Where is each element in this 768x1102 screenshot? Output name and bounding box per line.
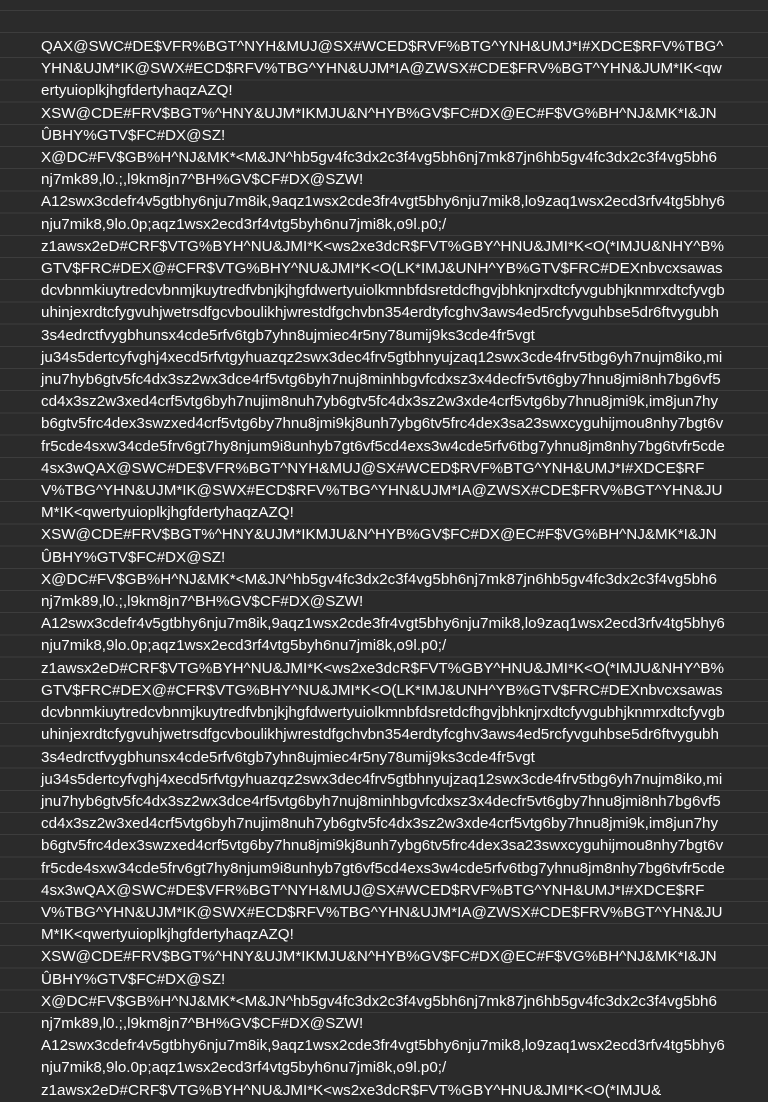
note-body-text[interactable]: QAX@SWC#DE$VFR%BGT^NYH&MUJ@SX#WCED$RVF%BTG^YNH&UMJ*I#XDCE$RFV%TBG^YHN&UJM*IK@SWX#ECD$RFV%TBG^YHN&UJM*IA@ZWSX#CDE$FRV%BGT^YHN&JUM*IK<qwertyuioplkjhgfdertyhaqzAZQ! XSW@CDE#FRV$BGT%^HNY&UJM*IKMJU&N^HYB%GV$FC#DX@EC#F$VG%BH^NJ&MK*I&JNÛBHY%GTV$FC#DX@SZ! X@DC#FV$GB%H^NJ&MK*<M&JN^hb5gv4fc3dx2c3f4vg5bh6nj7mk87jn6hb5gv4fc3dx2c3f4vg5bh6nj7mk89,l0.;,l9km8jn7^BH%GV$CF#DX@SZW! A12swx3cdefr4v5gtbhy6nju7m8ik,9aqz1wsx2cde3fr4vgt5bhy6nju7mik8,lo9zaq1wsx2ecd3rfv4tg5bhy6nju7mik8,9lo.0p;aqz1wsx2ecd3rf4vtg5byh6nu7jmi8k,o9l.p0;/ z1awsx2eD#CRF$VTG%BYH^NU&JMI*K<ws2xe3dcR$FVT%GBY^HNU&JMI*K<O(*IMJU&NHY^B%GTV$FRC#DEX@#CFR$VTG%BHY^NU&JMI*K<O(LK*IMJ&UNH^YB%GTV$FRC#DEXnbvcxsawasdcvbnmkiuytredcvbnmjkuytredfvbnjkjhgfdwertyuiolkmnbfdsretdcfhgvjbhknjrxdtcfyvgubhjknmrxdtcfyvgbuhinjexrdtcfygvuhjwetrsdfgcvboulikhjwrestdfgchvbn354erdtyfcghv3aws4ed5rcfyvguhbse5dr6ftvygubh3s4edrctfvygbhunsx4cde5rfv6tgb7yhn8ujmiec4r5ny78umij9ks3cde4fr5vgt ju34s5dertcyfvghj4xecd5rfvtgyhuazqz2swx3dec4frv5gtbhnyujzaq12swx3cde4frv5tbg6yh7nujm8iko,mijnu7hyb6gtv5fc4dx3sz2wx3dce4rf5vtg6byh7nuj8minhbgvfcdxsz3x4decfr5vt6gby7hnu8jmi8nh7bg6vf5cd4x3sz2w3xed4crf5vtg6byh7nujim8nuh7yb6gtv5fc4dx3sz2w3xde4crf5vtg6by7hnu8jmi9k,im8jun7hyb6gtv5frc4dex3swzxed4crf5vtg6by7hnu8jmi9kj8unh7ybg6tv5frc4dex3sa23swxcyguhijmou8nhy7bgt6vfr5cde4sxw34cde5frv6gt7hy8njum9i8unhyb7gt6vf5cd4exs3w4cde5rfv6tbg7yhnu8jm8nhy7bg6tvfr5cde4sx3wQAX@SWC#DE$VFR%BGT^NYH&MUJ@SX#WCED$RVF%BTG^YNH&UMJ*I#XDCE$RFV%TBG^YHN&UJM*IK@SWX#ECD$RFV%TBG^YHN&UJM*IA@ZWSX#CDE$FRV%BGT^YHN&JUM*IK<qwertyuioplkjhgfdertyhaqzAZQ! XSW@CDE#FRV$BGT%^HNY&UJM*IKMJU&N^HYB%GV$FC#DX@EC#F$VG%BH^NJ&MK*I&JNÛBHY%GTV$FC#DX@SZ! X@DC#FV$GB%H^NJ&MK*<M&JN^hb5gv4fc3dx2c3f4vg5bh6nj7mk87jn6hb5gv4fc3dx2c3f4vg5bh6nj7mk89,l0.;,l9km8jn7^BH%GV$CF#DX@SZW! A12swx3cdefr4v5gtbhy6nju7m8ik,9aqz1wsx2cde3fr4vgt5bhy6nju7mik8,lo9zaq1wsx2ecd3rfv4tg5bhy6nju7mik8,9lo.0p;aqz1wsx2ecd3rf4vtg5byh6nu7jmi8k,o9l.p0;/ z1awsx2eD#CRF$VTG%BYH^NU&JMI*K<ws2xe3dcR$FVT%GBY^HNU&JMI*K<O(*IMJU&NHY^B%GTV$FRC#DEX@#CFR$VTG%BHY^NU&JMI*K<O(LK*IMJ&UNH^YB%GTV$FRC#DEXnbvcxsawasdcvbnmkiuytredcvbnmjkuytredfvbnjkjhgfdwertyuiolkmnbfdsretdcfhgvjbhknjrxdtcfyvgubhjknmrxdtcfyvgbuhinjexrdtcfygvuhjwetrsdfgcvboulikhjwrestdfgchvbn354erdtyfcghv3aws4ed5rcfyvguhbse5dr6ftvygubh3s4edrctfvygbhunsx4cde5rfv6tgb7yhn8ujmiec4r5ny78umij9ks3cde4fr5vgt ju34s5dertcyfvghj4xecd5rfvtgyhuazqz2swx3dec4frv5gtbhnyujzaq12swx3cde4frv5tbg6yh7nujm8iko,mijnu7hyb6gtv5fc4dx3sz2wx3dce4rf5vtg6byh7nuj8minhbgvfcdxsz3x4decfr5vt6gby7hnu8jmi8nh7bg6vf5cd4x3sz2w3xed4crf5vtg6byh7nujim8nuh7yb6gtv5fc4dx3sz2w3xde4crf5vtg6by7hnu8jmi9k,im8jun7hyb6gtv5frc4dex3swzxed4crf5vtg6by7hnu8jmi9kj8unh7ybg6tv5frc4dex3sa23swxcyguhijmou8nhy7bgt6vfr5cde4sxw34cde5frv6gt7hy8njum9i8unhyb7gt6vf5cd4exs3w4cde5rfv6tbg7yhnu8jm8nhy7bg6tvfr5cde4sx3wQAX@SWC#DE$VFR%BGT^NYH&MUJ@SX#WCED$RVF%BTG^YNH&UMJ*I#XDCE$RFV%TBG^YHN&UJM*IK@SWX#ECD$RFV%TBG^YHN&UJM*IA@ZWSX#CDE$FRV%BGT^YHN&JUM*IK<qwertyuioplkjhgfdertyhaqzAZQ! XSW@CDE#FRV$BGT%^HNY&UJM*IKMJU&N^HYB%GV$FC#DX@EC#F$VG%BH^NJ&MK*I&JNÛBHY%GTV$FC#DX@SZ! X@DC#FV$GB%H^NJ&MK*<M&JN^hb5gv4fc3dx2c3f4vg5bh6nj7mk87jn6hb5gv4fc3dx2c3f4vg5bh6nj7mk89,l0.;,l9km8jn7^BH%GV$CF#DX@SZW! A12swx3cdefr4v5gtbhy6nju7m8ik,9aqz1wsx2cde3fr4vgt5bhy6nju7mik8,lo9zaq1wsx2ecd3rfv4tg5bhy6nju7mik8,9lo.0p;aqz1wsx2ecd3rf4vtg5byh6nu7jmi8k,o9l.p0;/ z1awsx2eD#CRF$VTG%BYH^NU&JMI*K<ws2xe3dcR$FVT%GBY^HNU&JMI*K<O(*IMJU&	[41, 38, 725, 1099]
